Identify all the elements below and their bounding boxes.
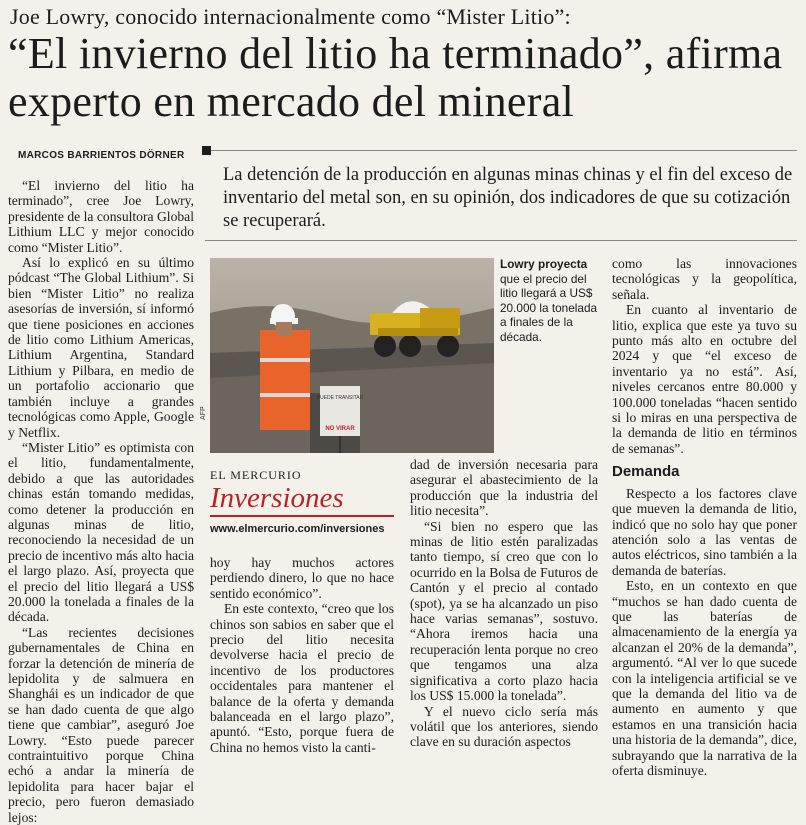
ad-url-link[interactable]: www.elmercurio.com/inversiones (210, 523, 385, 535)
bajada: La detención de la producción en algunas minas chinas y el fin del exceso de inventario del metal son, en su opinión, dos indicadores de que su cotización se recuperará. (223, 165, 793, 231)
paragraph: como las innovaciones tecnológicas y la geopolítica, señala. (612, 256, 797, 302)
ad-title: Inversiones (210, 482, 344, 514)
bajada-top-rule (205, 150, 797, 151)
paragraph: En cuanto al inventario de litio, explica que este ya tuvo su punto más alto en octubre del 2024 y que “el exceso de inventario ya no está”. Así, niveles cercanos entre 80.000 y 100.000 toneladas “hacen sentido si lo miras en una perspectiva de la demanda de litio en términos de semanas”. (612, 302, 797, 456)
paragraph: hoy hay muchos actores perdiendo dinero, lo que no hace sentido económico”. (210, 555, 394, 601)
paragraph: Respecto a los factores clave que mueven la demanda de litio, indicó que no solo hay que poner atención solo a las ventas de autos eléctricos, sino también a la demanda de baterías. (612, 485, 797, 578)
paragraph: “El invierno del litio ha terminado”, cree Joe Lowry, presidente de la consultora Global Lithium LLC y mejor conocido como “Mister Litio”. (8, 178, 194, 255)
article-photo (210, 258, 494, 453)
sign-top-text: PUEDE TRANSITAR (316, 395, 364, 401)
paragraph: “Mister Litio” es optimista con el litio, fundamentalmente, debido a que las autoridades chinas están tomando medidas, como detener la producción en algunas minas de litio, reconociendo la necesidad de un precio de incentivo más alto hacia el largo plazo. Así, proyecta que el precio del litio llegará a US$ 20.000 la tonelada a finales de la década. (8, 439, 194, 625)
caption-text: que el precio del litio llegará a US$ 20.000 la tonelada a finales de la década. (500, 271, 598, 344)
column-1 (8, 178, 194, 825)
inversiones-ad[interactable] (210, 468, 394, 550)
paragraph: Y el nuevo ciclo sería más volátil que los anteriores, siendo clave en su duración aspectos (410, 703, 598, 750)
column-4 (612, 256, 797, 778)
ad-divider (210, 515, 394, 517)
column-3 (410, 457, 598, 750)
headline: “El invierno del litio ha terminado”, afirma experto en mercado del mineral (8, 29, 783, 126)
byline: MARCOS BARRIENTOS DÖRNER (18, 150, 185, 161)
paragraph: dad de inversión necesaria para asegurar el abastecimiento de la producción que la industria del litio necesita”. (410, 457, 598, 519)
column-2 (210, 555, 394, 755)
bajada-bottom-rule (205, 240, 797, 241)
kicker: Joe Lowry, conocido internacionalmente como “Mister Litio”: (10, 4, 571, 29)
paragraph: “Las recientes decisiones gubernamentales de China en forzar la detención de minería de lepidolita y de salmuera en Shanghái es un indicador de que se han dado cuenta de que algo tiene que cambiar”, aseguró Joe Lowry. “Esto puede parecer contraintuitivo porque China echó a andar la minería de lepidolita para hacer bajar el precio, pero fueron demasiado lejos: (8, 624, 194, 825)
photo-caption (500, 257, 605, 345)
mine-scene-illustration (210, 258, 494, 453)
paragraph: “Si bien no espero que las minas de litio estén paralizadas tanto tiempo, sí creo que con lo ocurrido en la Bolsa de Futuros de Cantón y el precio al contado (spot), ya se ha alcanzado un piso hace varias semanas”, sostuvo. “Ahora iremos hacia una recuperación lenta porque no creo que tengamos una alza significativa a corto plazo hacia los US$ 15.000 la tonelada”. (410, 518, 598, 704)
paragraph: Esto, en un contexto en que “muchos se han dado cuenta de que las baterías de almacenamiento de la energía ya alcanzan el 20% de la demanda”, argumentó. “Al ver lo que sucede con la inteligencia artificial se ve que la demanda del litio va de aumento en aumento y que estamos en una transición hacia una historia de la demanda”, dice, subrayando que la narrativa de la oferta disminuye. (612, 578, 797, 778)
caption-lead: Lowry proyecta (500, 257, 588, 271)
section-subhead: Demanda (612, 463, 680, 481)
bajada-marker (202, 146, 211, 155)
sign-bottom-text: NO VIRAR (325, 426, 355, 432)
photo-credit: AFP (200, 406, 207, 420)
paragraph: Así lo explicó en su último pódcast “The Global Lithium”. Si bien “Mister Litio” no realiza asesorías de inversión, sí informó que tiene posiciones en acciones de litio como Lithium Americas, Lithium Argentina, Standard Lithium y Pilbara, en medio de un portafolio accionario que también incluye a grandes tecnológicas como Apple, Google y Netflix. (8, 255, 194, 440)
paragraph: En este contexto, “creo que los chinos son sabios en saber que el precio del litio necesita devolverse hacia el precio de incentivo de los productores occidentales para mantener el balance de la oferta y demanda balanceada en el largo plazo”, apuntó. “Esto, porque fuera de China no hemos visto la canti- (210, 601, 394, 755)
ad-brand: EL MERCURIO (210, 468, 302, 482)
